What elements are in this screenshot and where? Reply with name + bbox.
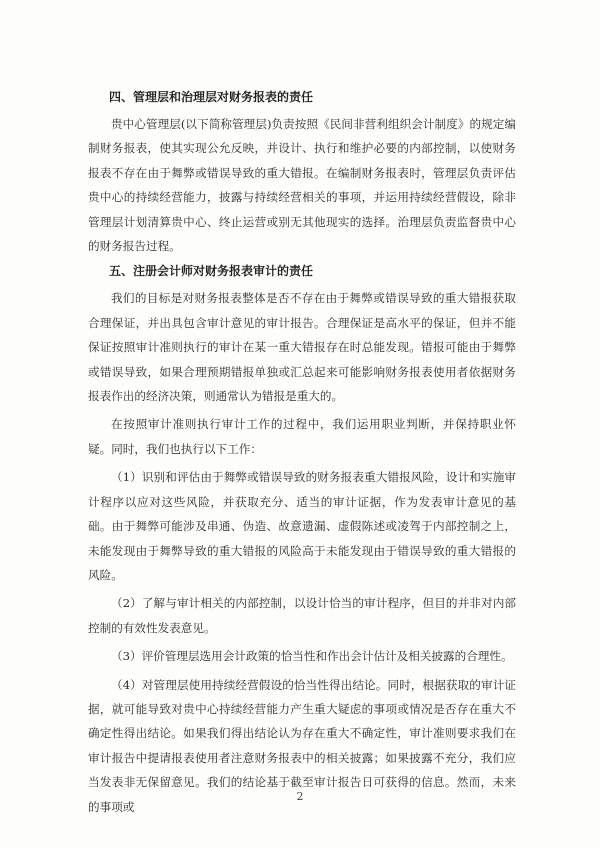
section-4-paragraph: 贵中心管理层(以下简称管理层)负责按照《民间非营利组织会计制度》的规定编制财务报表，使其实现公允反映，并设计、执行和维护必要的内部控制，以使财务报表不存在由于舞弊或错误导致的重大错报。在编制财务报表时，管理层负责评估贵中心的持续经营能力，披露与持续经营相关的事项，并运用持续经营假设，除非管理层计划清算贵中心、终止运营或别无其他现实的选择。治理层负责监督贵中心的财务报告过程。 <box>88 117 516 254</box>
section-4-heading: 四、管理层和治理层对财务报表的责任 <box>109 90 314 104</box>
section-5-heading: 五、注册会计师对财务报表审计的责任 <box>109 264 314 279</box>
section-5-item-1: （1）识别和评估由于舞弊或错误导致的财务报表重大错报风险，设计和实施审计程序以应对这些风险，并获取充分、适当的审计证据，作为发表审计意见的基础。由于舞弊可能涉及串通、伪造、故意遗漏、虚假陈述或凌驾于内部控制之上，未能发现由于舞弊导致的重大错报的风险高于未能发现由于错误导致的重大错报的风险。 <box>88 470 516 582</box>
section-5-item-3: （3）评价管理层选用会计政策的恰当性和作出会计估计及相关披露的合理性。 <box>111 649 513 664</box>
page-number: 2 <box>296 790 304 803</box>
page-body <box>88 88 516 823</box>
section-5-item-2: （2）了解与审计相关的内部控制，以设计恰当的审计程序，但目的并非对内部控制的有效性发表意见。 <box>88 596 516 635</box>
section-5-paragraph-judgment: 在按照审计准则执行审计工作的过程中，我们运用职业判断，并保持职业怀疑。同时，我们也执行以下工作： <box>88 417 516 456</box>
section-5-item-4: （4）对管理层使用持续经营假设的恰当性得出结论。同时，根据获取的审计证据，就可能导致对贵中心持续经营能力产生重大疑虑的事项或情况是否存在重大不确定性得出结论。如果我们得出结论认为存在重大不确定性，审计准则要求我们在审计报告中提请报表使用者注意财务报表中的相关披露；如果披露不充分，我们应当发表非无保留意见。我们的结论基于截至审计报告日可获得的信息。然而，未来的事项或 <box>88 677 516 814</box>
section-5-paragraph-objective: 我们的目标是对财务报表整体是否不存在由于舞弊或错误导致的重大错报获取合理保证，并出具包含审计意见的审计报告。合理保证是高水平的保证，但并不能保证按照审计准则执行的审计在某一重大错报存在时总能发现。错报可能由于舞弊或错误导致，如果合理预期错报单独或汇总起来可能影响财务报表使用者依据财务报表作出的经济决策，则通常认为错报是重大的。 <box>88 291 516 404</box>
